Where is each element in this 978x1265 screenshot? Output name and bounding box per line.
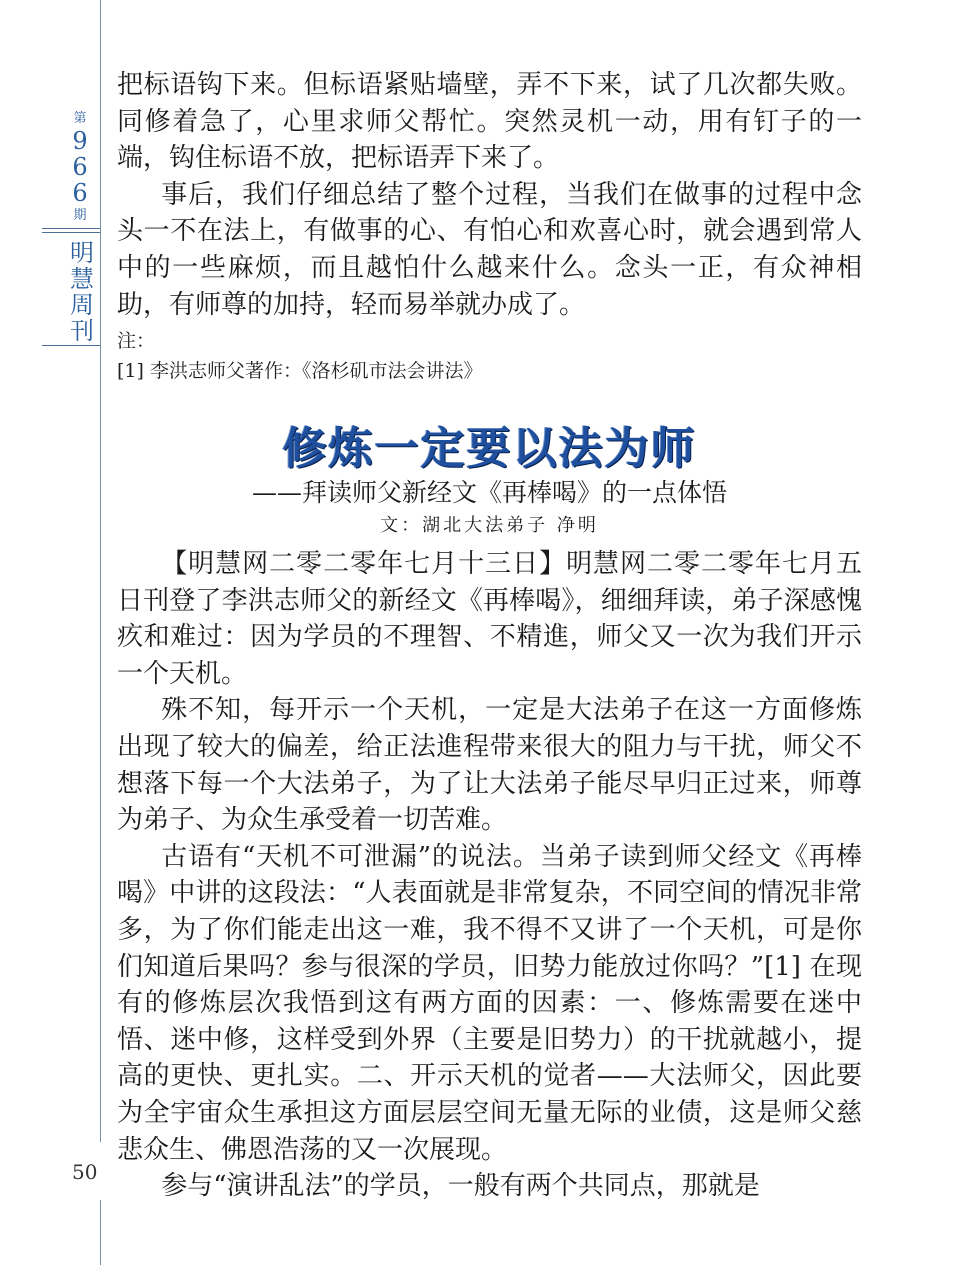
sidebar-divider bbox=[42, 228, 100, 229]
sidebar-divider bbox=[42, 232, 100, 233]
issue-digit: 9 bbox=[72, 127, 88, 155]
issue-digit: 6 bbox=[72, 179, 88, 207]
magazine-char: 明 bbox=[70, 239, 94, 267]
article-byline: 文：湖北大法弟子 净明 bbox=[380, 515, 599, 536]
paragraph: 事后，我们仔细总结了整个过程，当我们在做事的过程中念头一不在法上，有做事的心、有怕心和欢喜心时，就会遇到常人中的一些麻烦，而且越怕什么越来什么。念头一正，有众神相助，有师尊的加持，轻而易举就办成了。 bbox=[117, 179, 862, 320]
footnotes bbox=[117, 326, 482, 386]
issue-prefix: 第 bbox=[73, 111, 87, 126]
article-subtitle: ——拜读师父新经文《再棒喝》的一点体悟 bbox=[251, 478, 727, 507]
issue-label bbox=[58, 108, 102, 226]
magazine-char: 周 bbox=[70, 291, 94, 319]
paragraph: 参与“演讲乱法”的学员，一般有两个共同点，那就是 bbox=[161, 1171, 760, 1202]
sidebar-divider bbox=[42, 345, 100, 346]
magazine-char: 刊 bbox=[70, 317, 94, 345]
magazine-char: 慧 bbox=[70, 265, 94, 293]
article-body bbox=[117, 546, 862, 1205]
notes-label: 注： bbox=[117, 330, 156, 352]
paragraph: 【明慧网二零二零年七月十三日】明慧网二零二零年七月五日刊登了李洪志师父的新经文《再棒喝》，细细拜读，弟子深感愧疚和难过：因为学员的不理智、不精進，师父又一次为我们开示一个天机。 bbox=[117, 549, 862, 689]
paragraph: 古语有“天机不可泄漏”的说法。当弟子读到师父经文《再棒喝》中讲的这段法：“人表面就是非常复杂，不同空间的情况非常多，为了你们能走出这一难，我不得不又讲了一个天机，可是你们知道后果吗？参与很深的学员，旧势力能放过你吗？”[1] 在现有的修炼层次我悟到这有两方面的因素：一、修炼需要在迷中悟、迷中修，这样受到外界（主要是旧势力）的干扰就越小，提高的更快、更扎实。二、开示天机的觉者——大法师父，因此要为全宇宙众生承担这方面层层空间无量无际的业债，这是师父慈悲众生、佛恩浩荡的又一次展现。 bbox=[117, 841, 862, 1165]
previous-article-body bbox=[117, 67, 862, 323]
page-number: 50 bbox=[72, 1160, 98, 1184]
issue-digit: 6 bbox=[72, 153, 88, 181]
footnote: [1] 李洪志师父著作：《洛杉矶市法会讲法》 bbox=[117, 360, 483, 382]
magazine-name bbox=[64, 240, 100, 344]
margin-rule-bottom bbox=[100, 1200, 101, 1265]
issue-suffix: 期 bbox=[73, 208, 87, 223]
article-title: 修炼一定要以法为师 bbox=[282, 423, 697, 474]
paragraph: 殊不知，每开示一个天机，一定是大法弟子在这一方面修炼出现了较大的偏差，给正法進程带来很大的阻力与干扰，师父不想落下每一个大法弟子，为了让大法弟子能尽早归正过来，师尊为弟子、为众生承受着一切苦难。 bbox=[117, 695, 862, 836]
paragraph: 把标语钩下来。但标语紧贴墙壁，弄不下来，试了几次都失败。同修着急了，心里求师父帮忙。突然灵机一动，用有钉子的一端，钩住标语不放，把标语弄下来了。 bbox=[117, 70, 862, 174]
